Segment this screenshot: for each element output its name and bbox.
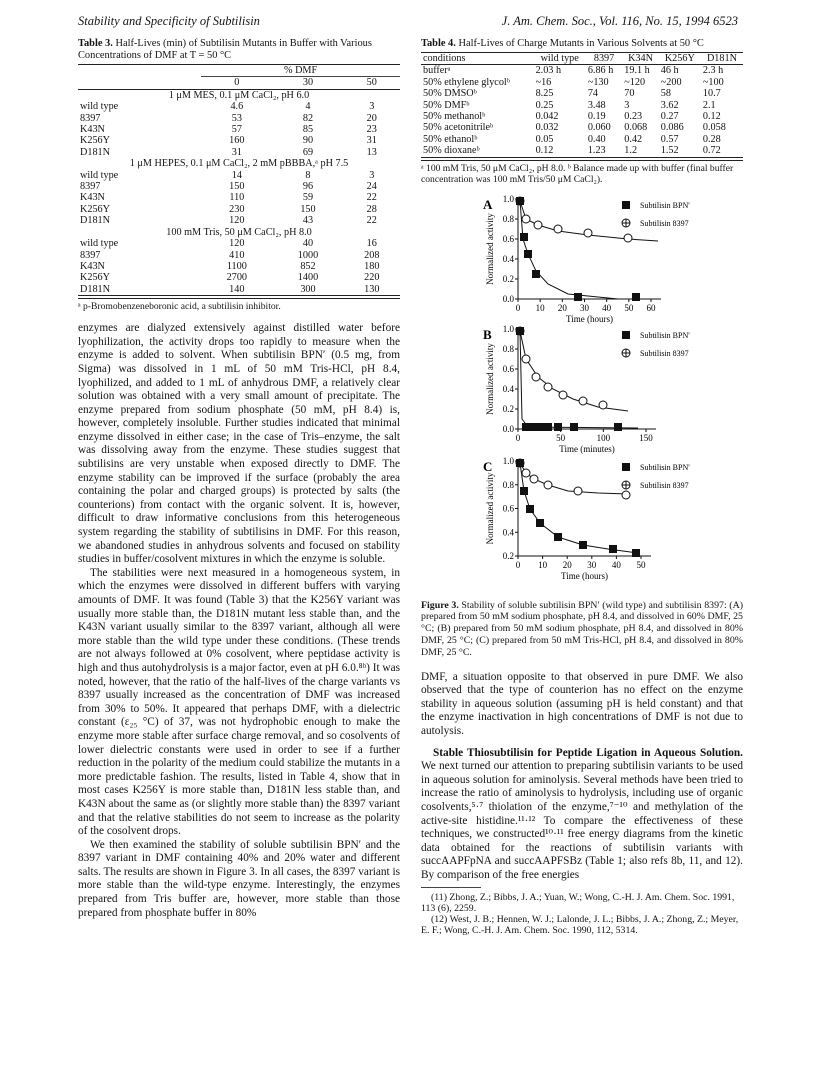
x-axis-label: Time (minutes) xyxy=(559,443,615,454)
table4-cell: 2.3 h xyxy=(702,65,724,77)
x-tick-label: 60 xyxy=(646,302,656,313)
y-tick-label: 0.6 xyxy=(502,233,514,244)
x-tick-label: 0 xyxy=(515,302,521,313)
table3-col-30: 30 xyxy=(302,77,314,89)
y-tick-label: 1.0 xyxy=(502,455,514,466)
table4-head-wildtype: wild type xyxy=(540,53,579,64)
running-header-right: J. Am. Chem. Soc., Vol. 116, No. 15, 1994 6523 xyxy=(501,14,738,28)
table3-cell: 14 xyxy=(231,169,242,181)
table3-row xyxy=(78,272,400,283)
table3-row-label: K43N xyxy=(80,260,105,272)
s8397-marker xyxy=(622,491,630,499)
table4-cell: 3.62 xyxy=(660,99,679,111)
bpn-marker xyxy=(554,423,562,431)
s8397-marker xyxy=(554,225,562,233)
bpn-marker xyxy=(554,533,562,541)
right-paragraph-1: DMF, a situation opposite to that observed in pure DMF. We also observed that the type of counterion has no effect on the enzyme stability in aqueous solution (assuming pH is held constant) and that the enzyme inactivation in high concentrations of DMF is not due to autolysis. xyxy=(421,670,743,738)
table3-row-label: D181N xyxy=(80,146,110,158)
bpn-marker xyxy=(532,270,540,278)
table3-cell: 40 xyxy=(302,238,314,250)
table3-cell: 57 xyxy=(231,124,242,136)
x-tick-label: 0 xyxy=(515,432,521,443)
table3-row xyxy=(78,238,400,249)
table4-cell: 0.042 xyxy=(535,111,559,123)
table3-cell: 28 xyxy=(366,203,377,215)
table3-label: Table 3. xyxy=(78,38,113,49)
table4-cell: 0.032 xyxy=(535,122,559,134)
table3-cell: 120 xyxy=(229,238,245,250)
bpn-marker xyxy=(516,197,524,205)
table3-row xyxy=(78,124,400,135)
y-tick-label: 0.4 xyxy=(502,253,514,264)
table4-cell: 0.42 xyxy=(624,133,643,145)
table3-row-label: wild type xyxy=(80,238,119,250)
y-tick-label: 0.2 xyxy=(502,550,514,561)
table3-cell: 53 xyxy=(231,112,242,124)
right-column xyxy=(421,38,743,937)
table3-cell: 22 xyxy=(366,192,377,204)
table4-cell: 70 xyxy=(624,88,635,100)
table3-cell: 20 xyxy=(366,112,377,124)
table3-row xyxy=(78,215,400,226)
table4-row xyxy=(421,100,743,111)
table4-cell: ~130 xyxy=(587,76,609,88)
table3-cell: 43 xyxy=(302,215,314,227)
table4-cell: 0.12 xyxy=(535,145,554,157)
y-tick-label: 0.4 xyxy=(502,526,514,537)
table3-row xyxy=(78,250,400,261)
table4-row xyxy=(421,65,743,77)
x-axis-label: Time (hours) xyxy=(561,570,608,581)
left-paragraph-3: We then examined the stability of soluble subtilisin BPN′ and the 8397 variant in DMF containing 40% and 20% water and different salts. The results are shown in Figure 3. In all cases, the 8397 variant is more stable than the wild-type enzyme. Interestingly, the enzymes prepared from Tris buffer are, however, more stable than those prepared from phosphate buffer in 80% xyxy=(78,838,400,919)
table4-cell: 0.72 xyxy=(702,145,721,157)
table3-caption: Table 3. Half-Lives (min) of Subtilisin Mutants in Buffer with Various Concentrations of DMF at T = 50 °C xyxy=(78,38,372,61)
y-axis-label: Normalized activity xyxy=(485,212,495,285)
table3-col-group: % DMF xyxy=(201,65,400,77)
table4-cell: 46 h xyxy=(660,65,679,77)
table3 xyxy=(78,64,400,296)
legend-label-bpn: Subtilisin BPN' xyxy=(640,330,690,340)
bpn-marker xyxy=(609,545,617,553)
table4-cell: ~100 xyxy=(702,76,724,88)
table4-cell: 0.27 xyxy=(660,111,679,123)
table4-row xyxy=(421,134,743,145)
left-paragraph-1: enzymes are dialyzed extensively against distilled water before lyophilization, the activity drops too rapidly to measure when the enzyme is added to solvent. When subtilisin BPN′ (0.5 mg, from Sigma) was dissolved in 1 mL of 50 mM Tris-HCl, pH 8.4, lyophilized, and added to 1 mL of anhydrous DMF, a relatively clear solution was obtained with a very small amount of precipitate. The enzyme prepared from sodium phosphate (50 mM, pH 8.4) is, however, completely insoluble. Further studies indicated that minimal enzyme dissolved in either case; in the case of Tris–enzyme, the salt was dissolving away from the enzyme. These studies suggest that subtilisins are very unstable when exposed directly to DMF. The enzyme stability can be improved if the surface (probably the area containing the polar and charged groups) is protected by salts (the counterions) from contact with the organic solvent. It is, however, difficult to draw informative conclusions from this heterogeneous system regarding the stability of subtilisins in DMF. For this reason, we abandoned studies in anhydrous solvents and focused on stability studies in buffer/cosolvent mixtures in which the enzyme is soluble. xyxy=(78,322,400,566)
table4-cell: 1.52 xyxy=(660,145,679,157)
legend-marker-bpn xyxy=(622,201,630,209)
table4-row xyxy=(421,122,743,133)
left-paragraph-2: The stabilities were next measured in a homogeneous system, in which the enzymes were dissolved in different buffers with varying amounts of DMF. It was found (Table 3) that the K256Y variant was usually more stable than, the D181N mutant less stable than, and the K43N variant usually similar to the 8397 variant, although all were more stable than the wild type under these conditions. (These trends are not always followed at 0% cosolvent, where peptidase activity is high and thus autohydrolysis is a major factor, even at pH 6.0.⁸ᵇ) It was noted, however, that the ratio of the half-lives of the charge variants vs 8397 usually increased as the concentration of DMF was increased from 30% to 50%. It appeared that perhaps DMF, with a dielectric constant (ε₂₅ °C) of 37, was not hydrophobic enough to make the enzyme more stable after surface charge removal, and so cosolvents of lower dielectric constants were used in order to see if a further reduction in the polarity of the medium could stabilize the mutants in a more predictable fashion. The results, listed in Table 4, show that in most cases K256Y is more stable than, D181N less stable than, and K43N about the same as (or slightly more stable than) the 8397 variant and that the relative stabilities do not seem to increase as the polarity of the cosolvent drops. xyxy=(78,566,400,838)
y-tick-label: 0.8 xyxy=(502,479,514,490)
table4-cell: 0.068 xyxy=(624,122,648,134)
table4-caption: Table 4. Half-Lives of Charge Mutants in Various Solvents at 50 °C xyxy=(421,38,704,49)
bpn-marker xyxy=(516,459,524,467)
section-heading: Stable Thiosubtilisin for Peptide Ligation in Aqueous Solution. xyxy=(433,746,743,759)
y-tick-label: 1.0 xyxy=(502,193,514,204)
s8397-marker xyxy=(574,487,582,495)
table3-cell: 230 xyxy=(229,203,245,215)
table3-cell: 208 xyxy=(364,249,380,261)
table4-cell: 2.1 xyxy=(702,99,716,111)
legend-marker-bpn xyxy=(622,331,630,339)
bpn-marker xyxy=(528,423,536,431)
panel-letter: C xyxy=(483,458,493,474)
s8397-marker xyxy=(530,475,538,483)
table4-row xyxy=(421,145,743,157)
table4-cell: 74 xyxy=(587,88,598,100)
table3-cell: 4 xyxy=(305,101,311,113)
bpn-marker xyxy=(570,423,578,431)
table4-row xyxy=(421,88,743,99)
table4-cell: 3 xyxy=(624,99,630,111)
legend-marker-bpn xyxy=(622,463,630,471)
bpn-marker xyxy=(579,541,587,549)
table3-cell: 8 xyxy=(305,169,311,181)
x-tick-label: 50 xyxy=(556,432,566,443)
x-axis-label: Time (hours) xyxy=(566,313,613,324)
table3-cell: 82 xyxy=(302,112,314,124)
table3-col-0: 0 xyxy=(234,77,240,89)
table4-row-label: 50% DMFᵇ xyxy=(423,99,470,111)
legend-label-bpn: Subtilisin BPN' xyxy=(640,462,690,472)
bpn-marker xyxy=(536,519,544,527)
table4 xyxy=(421,52,743,158)
table4-cell: ~200 xyxy=(660,76,682,88)
table3-row-label: K43N xyxy=(80,124,105,136)
table3-cell: 410 xyxy=(229,249,245,261)
x-tick-label: 40 xyxy=(611,559,621,570)
table3-cell: 150 xyxy=(229,181,245,193)
reference-11: (11) Zhong, Z.; Bibbs, J. A.; Yuan, W.; Wong, C.-H. J. Am. Chem. Soc. 1991, 113 (6), 2259. xyxy=(421,891,735,914)
table3-row-label: D181N xyxy=(80,283,110,295)
table3-cell: 300 xyxy=(300,283,316,295)
s8397-marker xyxy=(544,481,552,489)
s8397-marker xyxy=(522,355,530,363)
bpn-marker xyxy=(520,487,528,495)
table3-cell: 24 xyxy=(366,181,377,193)
table3-cell: 110 xyxy=(229,192,245,204)
table3-cell: 1100 xyxy=(226,260,247,272)
y-axis-label: Normalized activity xyxy=(485,472,495,545)
table4-cell: 6.86 h xyxy=(587,65,614,77)
table4-cell: 19.1 h xyxy=(624,65,650,77)
x-tick-label: 150 xyxy=(639,432,653,443)
bpn-marker xyxy=(632,549,640,557)
table4-row-label: 50% methanolᵇ xyxy=(423,111,486,123)
bpn-marker xyxy=(544,423,552,431)
table4-cell: 0.28 xyxy=(702,133,721,145)
table3-row-label: K43N xyxy=(80,192,105,204)
table3-cell: 22 xyxy=(366,215,377,227)
y-tick-label: 0.4 xyxy=(502,383,514,394)
table3-cell: 90 xyxy=(302,135,314,147)
table3-cell: 3 xyxy=(369,101,375,113)
table4-cell: 0.12 xyxy=(702,111,721,123)
table3-cell: 160 xyxy=(229,135,245,147)
table4-cell: 0.40 xyxy=(587,133,606,145)
y-tick-label: 0.0 xyxy=(502,423,514,434)
s8397-marker xyxy=(624,234,632,242)
table3-cell: 96 xyxy=(302,181,314,193)
x-tick-label: 100 xyxy=(596,432,611,443)
table3-row xyxy=(78,284,400,296)
x-tick-label: 40 xyxy=(602,302,612,313)
table3-group-heading: 100 mM Tris, 50 μM CaCl₂, pH 8.0 xyxy=(166,226,312,238)
y-tick-label: 0.8 xyxy=(502,213,514,224)
table3-row xyxy=(78,181,400,192)
table3-cell: 4.6 xyxy=(230,101,244,113)
legend-label-bpn: Subtilisin BPN' xyxy=(640,200,690,210)
table4-cell: 8.25 xyxy=(535,88,554,100)
reference-12: (12) West, J. B.; Hennen, W. J.; Lalonde, J. L.; Bibbs, J. A.; Zhong, Z.; Meyer, E. F.; Wong, C.-H. J. Am. Chem. Soc. 1990, 112, 5314. xyxy=(421,914,739,937)
s8397-marker xyxy=(522,215,530,223)
figure3 xyxy=(421,191,743,598)
table3-cell: 31 xyxy=(366,135,377,147)
table3-row xyxy=(78,170,400,181)
table3-cell: 130 xyxy=(364,283,380,295)
table3-cell: 140 xyxy=(229,283,245,295)
curve-8397-b xyxy=(520,331,628,411)
panel-letter: A xyxy=(483,196,493,212)
table3-row xyxy=(78,261,400,272)
table3-row-label: D181N xyxy=(80,215,110,227)
table3-group-heading: 1 μM MES, 0.1 μM CaCl₂, pH 6.0 xyxy=(168,89,310,101)
x-tick-label: 0 xyxy=(515,559,521,570)
table3-row-label: wild type xyxy=(80,101,119,113)
x-tick-label: 50 xyxy=(624,302,634,313)
table4-row-label: 50% DMSOᵇ xyxy=(423,88,477,100)
figure3-graphic xyxy=(421,191,743,593)
table4-row-label: 50% ethanolᵇ xyxy=(423,133,478,145)
table3-footnote: ᵃ p-Bromobenzeneboronic acid, a subtilisin inhibitor. xyxy=(78,298,400,312)
figure3-caption: Figure 3. Stability of soluble subtilisin BPN′ (wild type) and subtilisin 8397: (A) prepared from 50 mM sodium phosphate, pH 8.4, and dissolved in 60% DMF, 25 °C; (B) prepared from 50 mM sodium phosphate, pH 8.4, and dissolved in 80% DMF, 25 °C; (C) prepared from 50 mM Tris-HCl, pH 8.4, and dissolved in 80% DMF, 25 °C. xyxy=(421,599,743,658)
table4-cell: 2.03 h xyxy=(535,65,562,77)
y-tick-label: 0.6 xyxy=(502,503,514,514)
table4-row xyxy=(421,77,743,88)
table4-row-label: 50% acetonitrileᵇ xyxy=(423,122,494,134)
bpn-marker xyxy=(614,423,622,431)
bpn-marker xyxy=(516,327,524,335)
y-tick-label: 1.0 xyxy=(502,323,514,334)
x-tick-label: 30 xyxy=(580,302,589,313)
table3-row xyxy=(78,147,400,158)
table4-cell: 3.48 xyxy=(587,99,606,111)
running-header-left: Stability and Specificity of Subtilisin xyxy=(78,14,260,28)
y-axis-label: Normalized activity xyxy=(485,342,495,415)
table3-cell: 852 xyxy=(300,260,316,272)
table4-cell: ~16 xyxy=(535,76,552,88)
table4-row-label: bufferᵃ xyxy=(423,65,451,77)
table3-cell: 16 xyxy=(366,238,377,250)
table4-cell: 0.25 xyxy=(535,99,554,111)
table3-cell: 180 xyxy=(364,260,380,272)
table3-cell: 3 xyxy=(369,169,375,181)
table4-cell: 58 xyxy=(660,88,671,100)
table3-cell: 2700 xyxy=(226,272,247,284)
table3-cell: 220 xyxy=(364,272,380,284)
bpn-marker xyxy=(524,250,532,258)
table3-row xyxy=(78,135,400,146)
x-tick-label: 50 xyxy=(636,559,646,570)
table4-head-k34n: K34N xyxy=(628,53,653,64)
right-paragraph-2: Stable Thiosubtilisin for Peptide Ligation in Aqueous Solution. We next turned our attention to preparing subtilisin variants to be used in aqueous solution for aminolysis. Several methods have been tried to increase the ratio of aminolysis to hydrolysis, including use of organic cosolvents,⁵·⁷ thiolation of the enzyme,⁷⁻¹⁰ and methylation of the active-site histidine.¹¹·¹² To compare the effectiveness of these techniques, we constructed¹⁰·¹¹ free energy diagrams from the kinetic data obtained for the reactions of subtilisin variants with succAAPFpNA and succAAPFSBz (Table 1; also refs 8b, 11, and 12). By comparison of the free energies xyxy=(421,746,743,881)
table3-cell: 23 xyxy=(366,124,377,136)
references xyxy=(421,887,743,937)
s8397-marker xyxy=(579,397,587,405)
table4-cell: 10.7 xyxy=(702,88,721,100)
table4-cell: 0.058 xyxy=(702,122,726,134)
table4-cell: 0.19 xyxy=(587,111,606,123)
table4-head-conditions: conditions xyxy=(423,53,466,64)
bpn-marker xyxy=(520,233,528,241)
table4-cell: 0.086 xyxy=(660,122,684,134)
table3-group-heading: 1 μM HEPES, 0.1 μM CaCl₂, 2 mM pBBBA,ᵃ pH 7.5 xyxy=(129,158,349,170)
bpn-marker xyxy=(632,293,640,301)
table3-row xyxy=(78,192,400,203)
table3-cell: 69 xyxy=(302,146,314,158)
bpn-marker xyxy=(526,505,534,513)
table4-cell: 0.23 xyxy=(624,111,643,123)
table3-row-label: 8397 xyxy=(80,249,101,261)
table3-cell: 1400 xyxy=(297,272,319,284)
table3-row-label: K256Y xyxy=(80,203,110,215)
table4-cell: 1.2 xyxy=(624,145,638,157)
x-tick-label: 30 xyxy=(587,559,597,570)
panel-letter: B xyxy=(483,326,492,342)
s8397-marker xyxy=(559,391,567,399)
table3-cell: 13 xyxy=(366,146,377,158)
x-tick-label: 20 xyxy=(562,559,572,570)
table4-head-k256y: K256Y xyxy=(664,53,695,64)
table4-row-label: 50% dioxaneᵇ xyxy=(423,145,480,157)
s8397-marker xyxy=(534,221,542,229)
table4-cell: 0.57 xyxy=(660,133,679,145)
s8397-marker xyxy=(522,469,530,477)
table4-head-d181n: D181N xyxy=(706,53,737,64)
table4-cell: 1.23 xyxy=(587,145,606,157)
table4-row xyxy=(421,111,743,122)
table4-cell: 0.060 xyxy=(587,122,611,134)
table3-row-label: K256Y xyxy=(80,135,110,147)
bpn-marker xyxy=(574,293,582,301)
s8397-marker xyxy=(584,229,592,237)
table4-cell: ~120 xyxy=(624,76,646,88)
s8397-marker xyxy=(599,401,607,409)
legend-label-8397: Subtilisin 8397 xyxy=(640,348,689,358)
bpn-marker xyxy=(536,423,544,431)
table3-cell: 1000 xyxy=(297,249,319,261)
x-tick-label: 10 xyxy=(538,559,548,570)
table3-cell: 59 xyxy=(302,192,314,204)
y-tick-label: 0.2 xyxy=(502,403,514,414)
s8397-marker xyxy=(544,383,552,391)
table3-cell: 85 xyxy=(302,124,314,136)
table4-cell: 0.05 xyxy=(535,133,554,145)
y-tick-label: 0.0 xyxy=(502,293,514,304)
table3-row-label: 8397 xyxy=(80,181,101,193)
table3-row xyxy=(78,113,400,124)
x-tick-label: 10 xyxy=(535,302,545,313)
y-tick-label: 0.6 xyxy=(502,363,514,374)
table3-cell: 150 xyxy=(300,203,316,215)
table3-col-50: 50 xyxy=(366,77,377,89)
s8397-marker xyxy=(532,373,540,381)
table4-footnote: ᵃ 100 mM Tris, 50 μM CaCl₂, pH 8.0. ᵇ Balance made up with buffer (final buffer concentration was 100 mM Tris/50 μM CaCl₂). xyxy=(421,160,743,185)
table3-row-label: 8397 xyxy=(80,112,101,124)
table3-cell: 31 xyxy=(231,146,242,158)
table3-cell: 120 xyxy=(229,215,245,227)
table3-row xyxy=(78,101,400,112)
y-tick-label: 0.8 xyxy=(502,343,514,354)
table3-row xyxy=(78,204,400,215)
table4-label: Table 4. xyxy=(421,38,456,49)
table3-row-label: K256Y xyxy=(80,272,110,284)
x-tick-label: 20 xyxy=(557,302,567,313)
curve-bpn-a xyxy=(520,201,618,299)
legend-label-8397: Subtilisin 8397 xyxy=(640,218,689,228)
table4-head-8397: 8397 xyxy=(593,53,615,64)
table3-row-label: wild type xyxy=(80,169,119,181)
left-column xyxy=(78,38,400,920)
legend-label-8397: Subtilisin 8397 xyxy=(640,480,689,490)
table4-row-label: 50% ethylene glycolᵇ xyxy=(423,76,510,88)
y-tick-label: 0.2 xyxy=(502,273,514,284)
